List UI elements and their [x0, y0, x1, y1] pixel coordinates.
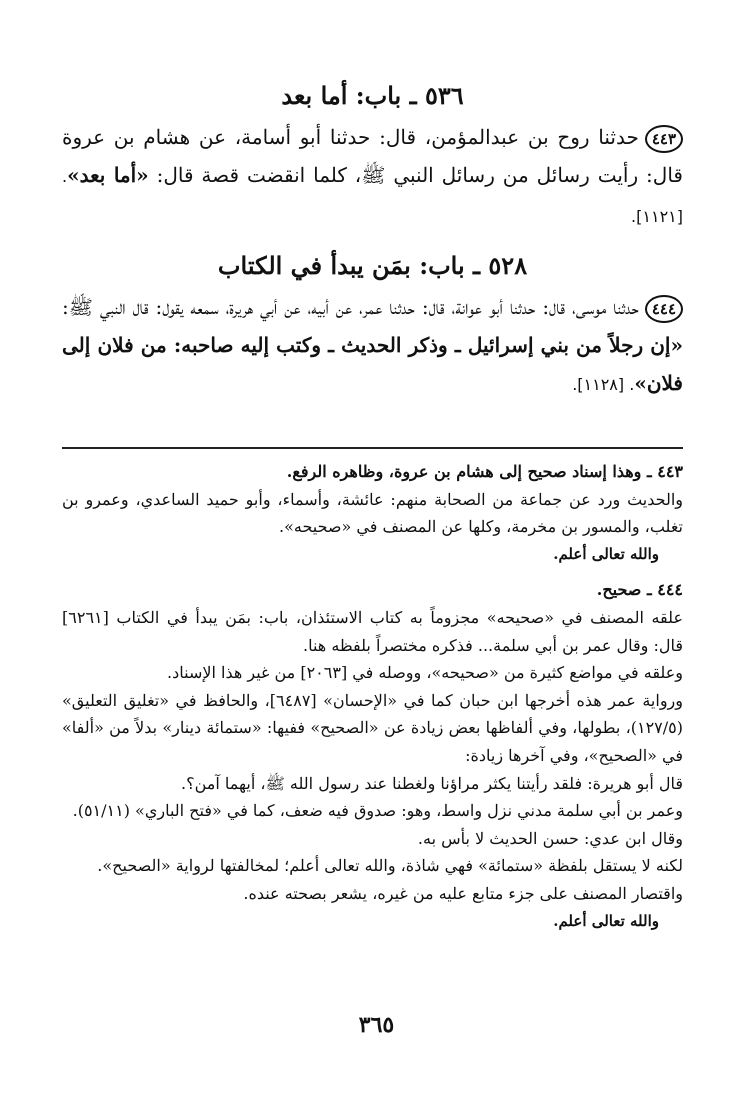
note-443-heading: ٤٤٣ ـ وهذا إسناد صحيح إلى هشام بن عروة، وظاهره الرفع. [286, 462, 683, 481]
chapter-title: ٥٢٨ ـ باب: بمَن يبدأ في الكتاب [217, 251, 528, 280]
hadith-quote: «أما بعد» [67, 163, 149, 187]
hadith-number: ٤٤٣ [645, 125, 683, 153]
hadith-443 [62, 118, 683, 236]
note-paragraph: علقه المصنف في «صحيحه» مجزوماً به كتاب الاستئذان، باب: بمَن يبدأ في الكتاب [٦٢٦١] قال: وقال عمر بن أبي سلمة... فذكره مختصراً بلفظه هنا. [62, 607, 683, 655]
note-paragraph: وعلقه في مواضع كثيرة من «صحيحه»، ووصله في [٢٠٦٣] من غير هذا الإسناد. [167, 663, 683, 683]
page-number: ٣٦٥ [358, 1012, 395, 1038]
hadith-text: حدثنا روح بن عبدالمؤمن، قال: حدثنا أبو أسامة، عن هشام بن عروة قال: رأيت رسائل من رسائل النبي ﷺ، كلما انقضت قصة قال: [62, 125, 683, 187]
footnotes [62, 458, 683, 935]
chapter-title: ٥٣٦ ـ باب: أما بعد [281, 81, 464, 110]
note-444-heading: ٤٤٤ ـ صحيح. [596, 580, 683, 600]
note-paragraph: والحديث ورد عن جماعة من الصحابة منهم: عائشة، وأسماء، وأبو حميد الساعدي، وعمرو بن تغلب، والمسور بن مخرمة، وكلها عن المصنف في «صحيحه». [62, 489, 683, 537]
note-paragraph: وعمر بن أبي سلمة مدني نزل واسط، وهو: صدوق فيه ضعف، كما في «فتح الباري» (٥١/١١). [72, 801, 683, 821]
closing-formula: والله تعالى أعلم. [553, 544, 659, 563]
hadith-444 [62, 288, 683, 404]
footnote-divider [62, 447, 683, 449]
note-paragraph: وقال ابن عدي: حسن الحديث لا بأس به. [417, 828, 683, 848]
hadith-number: ٤٤٤ [645, 295, 683, 323]
hadith-ref: . [١١٢١]. [62, 167, 683, 226]
closing-formula: والله تعالى أعلم. [553, 911, 659, 930]
note-paragraph: لكنه لا يستقل بلفظة «ستمائة» فهي شاذة، والله تعالى أعلم؛ لمخالفتها لرواية «الصحيح». [97, 856, 683, 876]
note-paragraph: قال أبو هريرة: فلقد رأيتنا يكثر مراؤنا ولغطنا عند رسول الله ﷺ، أيهما آمن؟. [181, 773, 683, 793]
hadith-quote: «إن رجلاً من بني إسرائيل ـ وذكر الحديث ـ وكتب إليه صاحبه: من فلان إلى فلان» [62, 333, 683, 395]
note-paragraph: ورواية عمر هذه أخرجها ابن حبان كما في «الإحسان» [٦٤٨٧]، والحافظ في «تغليق التعليق» (١٢٧/٥)، بطولها، وفي ألفاظها بعض زيادة عن «الصحيح» ففيها: «ستمائة دينار» بدلاً من «ألفا» في «الصحيح»، وفي آخرها زيادة: [62, 690, 684, 765]
hadith-text: حدثنا موسى، قال: حدثنا أبو عوانة، قال: حدثنا عمر، عن أبيه، عن أبي هريرة، سمعه يقول: قال النبي ﷺ: [62, 295, 639, 319]
hadith-ref: . [١١٢٨]. [572, 375, 635, 394]
note-paragraph: واقتصار المصنف على جزء متابع عليه من غيره، يشعر بصحته عنده. [243, 883, 683, 903]
